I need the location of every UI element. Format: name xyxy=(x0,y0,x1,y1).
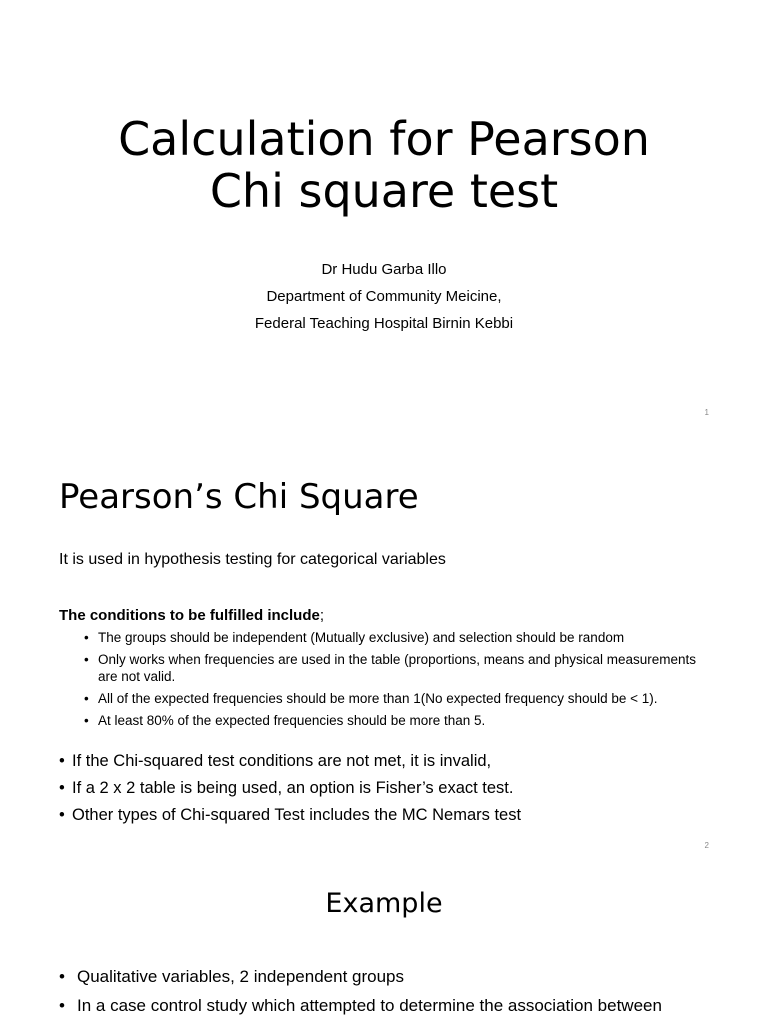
page-number: 2 xyxy=(704,841,709,850)
title-line-2: Chi square test xyxy=(209,164,559,218)
list-item: • In a case control study which attempted to determine the association between xyxy=(59,995,709,1017)
slide-2 xyxy=(0,433,768,866)
title-line-1: Calculation for Pearson xyxy=(118,112,650,166)
author-department: Department of Community Meicine, xyxy=(266,288,502,305)
author-hospital: Federal Teaching Hospital Birnin Kebbi xyxy=(254,315,514,332)
list-item: • If a 2 x 2 table is being used, an option is Fisher’s exact test. xyxy=(59,778,719,798)
conditions-heading-bold: The conditions to be fulfilled include xyxy=(59,607,320,624)
list-item: • If the Chi-squared test conditions are not met, it is invalid, xyxy=(59,751,719,771)
author-name: Dr Hudu Garba Illo xyxy=(321,261,447,278)
slide-title: Example xyxy=(325,888,443,919)
slide-title xyxy=(0,113,768,217)
list-item: • Qualitative variables, 2 independent groups xyxy=(59,966,709,988)
conditions-heading-suffix: ; xyxy=(319,607,325,624)
conditions-list xyxy=(84,629,706,734)
author-block xyxy=(0,256,768,337)
example-list xyxy=(59,966,709,1024)
conditions-heading xyxy=(59,607,324,624)
page-number: 1 xyxy=(704,408,709,417)
list-item: • Only works when frequencies are used in the table (proportions, means and physical measurements are not valid. xyxy=(84,651,706,685)
list-item: • All of the expected frequencies should be more than 1(No expected frequency should be < 1). xyxy=(84,690,706,707)
points-list xyxy=(59,751,719,832)
intro-text: It is used in hypothesis testing for categorical variables xyxy=(59,551,446,568)
list-item: • Other types of Chi-squared Test includes the MC Nemars test xyxy=(59,805,719,825)
slide-3 xyxy=(0,866,768,1024)
list-item: • At least 80% of the expected frequencies should be more than 5. xyxy=(84,712,706,729)
slide-title: Pearson’s Chi Square xyxy=(59,477,419,517)
slide-1 xyxy=(0,0,768,433)
list-item: • The groups should be independent (Mutually exclusive) and selection should be random xyxy=(84,629,706,646)
